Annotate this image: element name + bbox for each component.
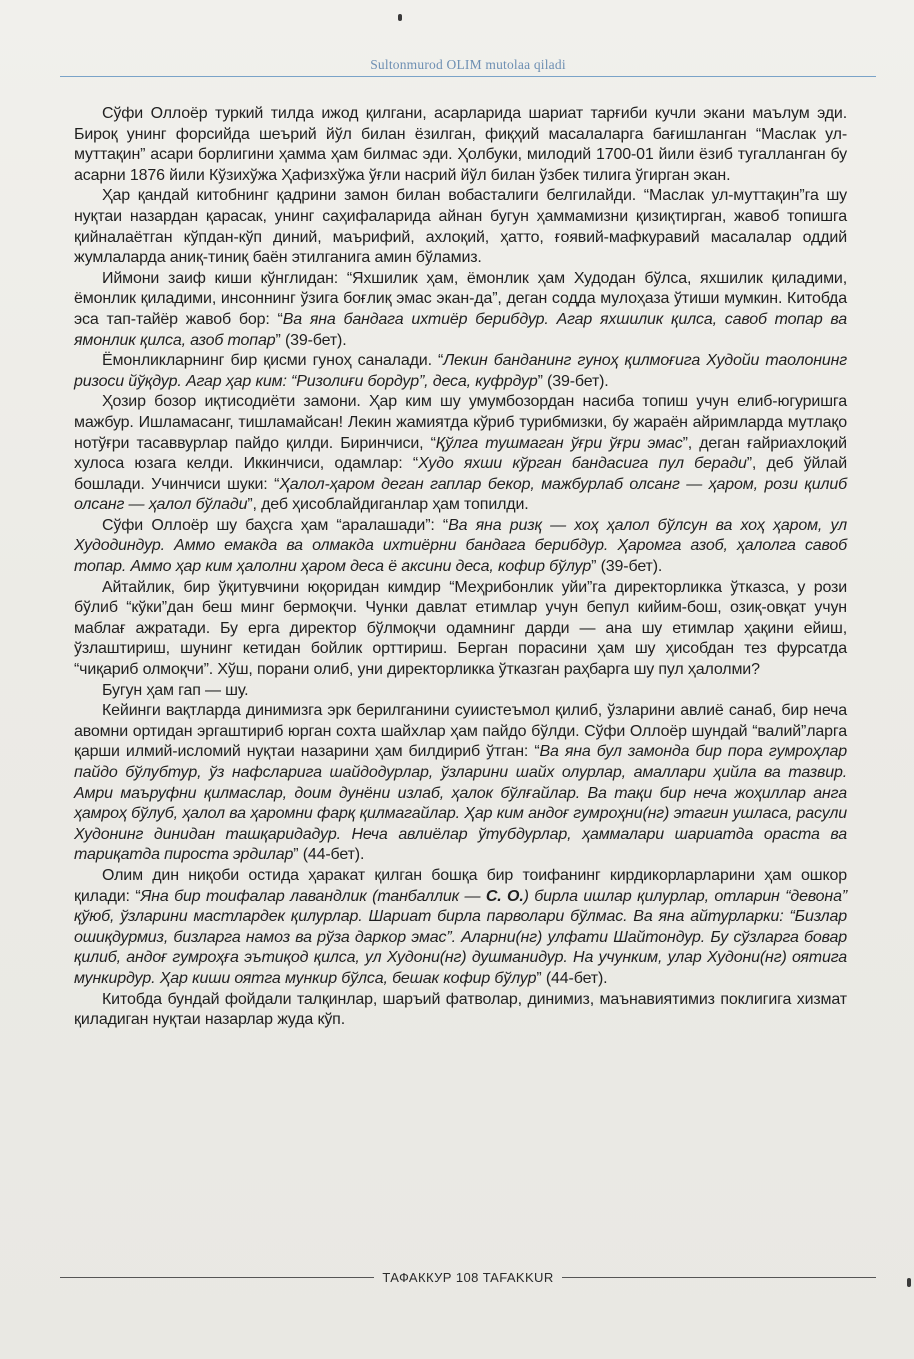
paragraph: Сўфи Оллоёр шу баҳсга ҳам “аралашади”: “Ва яна ризқ — хоҳ ҳалол бўлсун ва хоҳ ҳаром, ул Худодиндур. Аммо емакда ва олмакда ихтиёрни бандага берибдур. Ҳаромга азоб, ҳалолга савоб топар. Аммо ҳар ким ҳалолни ҳаром деса ё аксини деса, кофир бўлур” (39-бет).	[74, 516, 848, 576]
paragraph: Олим дин ниқоби остида ҳаракат қилган бошқа бир тоифанинг кирдикорларларини ҳам ошкор қилади: “Яна бир тоифалар лавандлик (танбаллик — С. О.) бирла ишлар қилурлар, отларин “девона” қўюб, ўзларини мастлардек қилурлар. Шариат бирла парволари бўлмас. Ва яна айтурларки: “Бизлар ошиқдурмиз, бизларга намоз ва рўза даркор эмас”. Аларни(нг) улфати Шайтондур. Бу сўзларга бовар қилиб, андоғ гумроҳға эътиқод қилса, ул Худони(нг) душманидур. На учунким, улар Худони(нг) оятига мункирдур. Ҳар киши оятга мункир бўлса, бешак кофир бўлур” (44-бет).	[74, 866, 847, 987]
paragraph: Ёмонликларнинг бир қисми гуноҳ саналади. “Лекин банданинг гуноҳ қилмоғига Худойи таолонинг ризоси йўқдур. Агар ҳар ким: “Ризолиғи бордур”, деса, куфрдур” (39-бет).	[74, 352, 847, 390]
paragraph: Сўфи Оллоёр туркий тилда ижод қилгани, асарларида шариат тарғиби кучли экани маълум эди. Бироқ унинг форсийда шеърий йўл билан ёзилган, фиқҳий масалаларга бағишланган “Маслак ул-муттақин” асари борлигини ҳамма ҳам билмас эди. Ҳолбуки, милодий 1700-01 йили ёзиб тугалланган бу асарни 1876 йили Кўзихўжа Ҳафизхўжа ўғли насрий йўл билан ўзбек тилига ўгирган экан.	[74, 105, 847, 184]
paragraph: Айтайлик, бир ўқитувчини юқоридан кимдир “Меҳрибонлик уйи”га директорликка ўтказса, у рози бўлиб “кўки”дан беш минг бермоқчи. Чунки давлат етимлар учун бепул кийим-бош, озиқ-овқат учун маблағ ажратади. Бу ерга директор бўлмоқчи одамнинг дарди — ана шу етимлар ҳақини ейиш, ўзлаштириш, шунинг кетидан бойлик орттириш. Берган порасини ҳам шу ҳисобдан тез фурсатда “чиқариб олмоқчи”. Хўш, порани олиб, уни директорликка ўтказган раҳбарга шу пул ҳалолми?	[74, 578, 847, 679]
paragraph: Китобда бундай фойдали талқинлар, шаръий фатволар, динимиз, маънавиятимиз поклигига хизмат қиладиган нуқтаи назарлар жуда кўп.	[74, 990, 847, 1029]
paragraph: Ҳозир бозор иқтисодиёти замони. Ҳар ким шу умумбозордан насиба топиш учун елиб-югуришга мажбур. Ишламасанг, тишламайсан! Лекин жамиятда кўриб турибмизки, бу жараён айримларда мутлақо нотўғри тасаввурлар пайдо қилди. Биринчиси, “Қўлга тушмаган ўғри ўғри эмас”, деган ғайриахлоқий хулоса юзага келди. Иккинчиси, одамлар: “Худо яхши кўрган бандасига пул беради”, деб ўйлай бошлади. Учинчиси шуки: “Ҳалол-ҳаром деган гаплар бекор, мажбурлаб олсанг — ҳаром, рози қилиб олсанг — ҳалол бўлади”, деб ҳисоблайдиганлар ҳам топилди.	[74, 393, 848, 514]
page-footer	[60, 1270, 876, 1285]
footer-rule-right	[562, 1277, 876, 1278]
article-body	[74, 104, 847, 1031]
top-print-mark	[398, 14, 402, 21]
running-header-title: Sultonmurod OLIM mutolaa qiladi	[370, 57, 566, 72]
paragraph: Ҳар қандай китобнинг қадрини замон билан вобасталиги белгилайди. “Маслак ул-муттақин”га шу нуқтаи назардан қарасак, унинг саҳифаларида айнан бугун ҳаммамизни қизиқтирган, жавоб топишга қийналаётган кўпдан-кўп диний, маърифий, ахлоқий, ҳатто, ғоявий-мафкуравий масалалар оддий жумлаларда аниқ-тиниқ баён этилганига амин бўламиз.	[74, 187, 847, 267]
paragraph: Иймони заиф киши кўнглидан: “Яхшилик ҳам, ёмонлик ҳам Худодан бўлса, яхшилик қиладими, ёмонлик қиладими, инсоннинг ўзига боғлиқ эмас экан-да”, деган содда мулоҳаза ўтиши мумкин. Китобда эса тап-тайёр жавоб бор: “Ва яна бандага ихтиёр берибдур. Агар яхшилик қилса, савоб топар ва ямонлик қилса, азоб топар” (39-бет).	[74, 269, 848, 349]
page-folio: ТАФАККУР 108 TAFAKKUR	[382, 1270, 554, 1285]
paragraph: Кейинги вақтларда динимизга эрк берилганини суиистеъмол қилиб, ўзларини авлиё санаб, бир неча авомни ортидан эргаштириб юрган сохта шайхлар ҳам пайдо бўлди. Сўфи Оллоёр шундай “валий”ларга қарши илмий-исломий нуқтаи назарини ҳам билдириб ўтган: “Ва яна бул замонда бир пора гумроҳлар пайдо бўлубтур, ўз нафсларига шайдодурлар, ўзларини шайх олурлар, амаллари ҳийла ва тазвир. Амри маъруфни қилмаслар, доим дунёни излаб, ҳалок бўлғайлар. Ва тақи бир неча жоҳиллар анга ҳамроҳ бўлуб, ҳалол ва ҳаромни фарқ қилмагайлар. Ҳар ким андоғ гумроҳни(нг) этагин ушласа, расули Худонинг динидан ташқаридадур. Неча авлиёлар ўтубдурлар, ҳаммалари шариатда ораста ва тариқатда пироста эрдилар” (44-бет).	[74, 702, 847, 864]
running-header	[60, 56, 876, 77]
footer-rule-left	[60, 1277, 374, 1278]
paragraph: Бугун ҳам гап — шу.	[102, 681, 249, 699]
edge-print-mark	[907, 1278, 911, 1287]
